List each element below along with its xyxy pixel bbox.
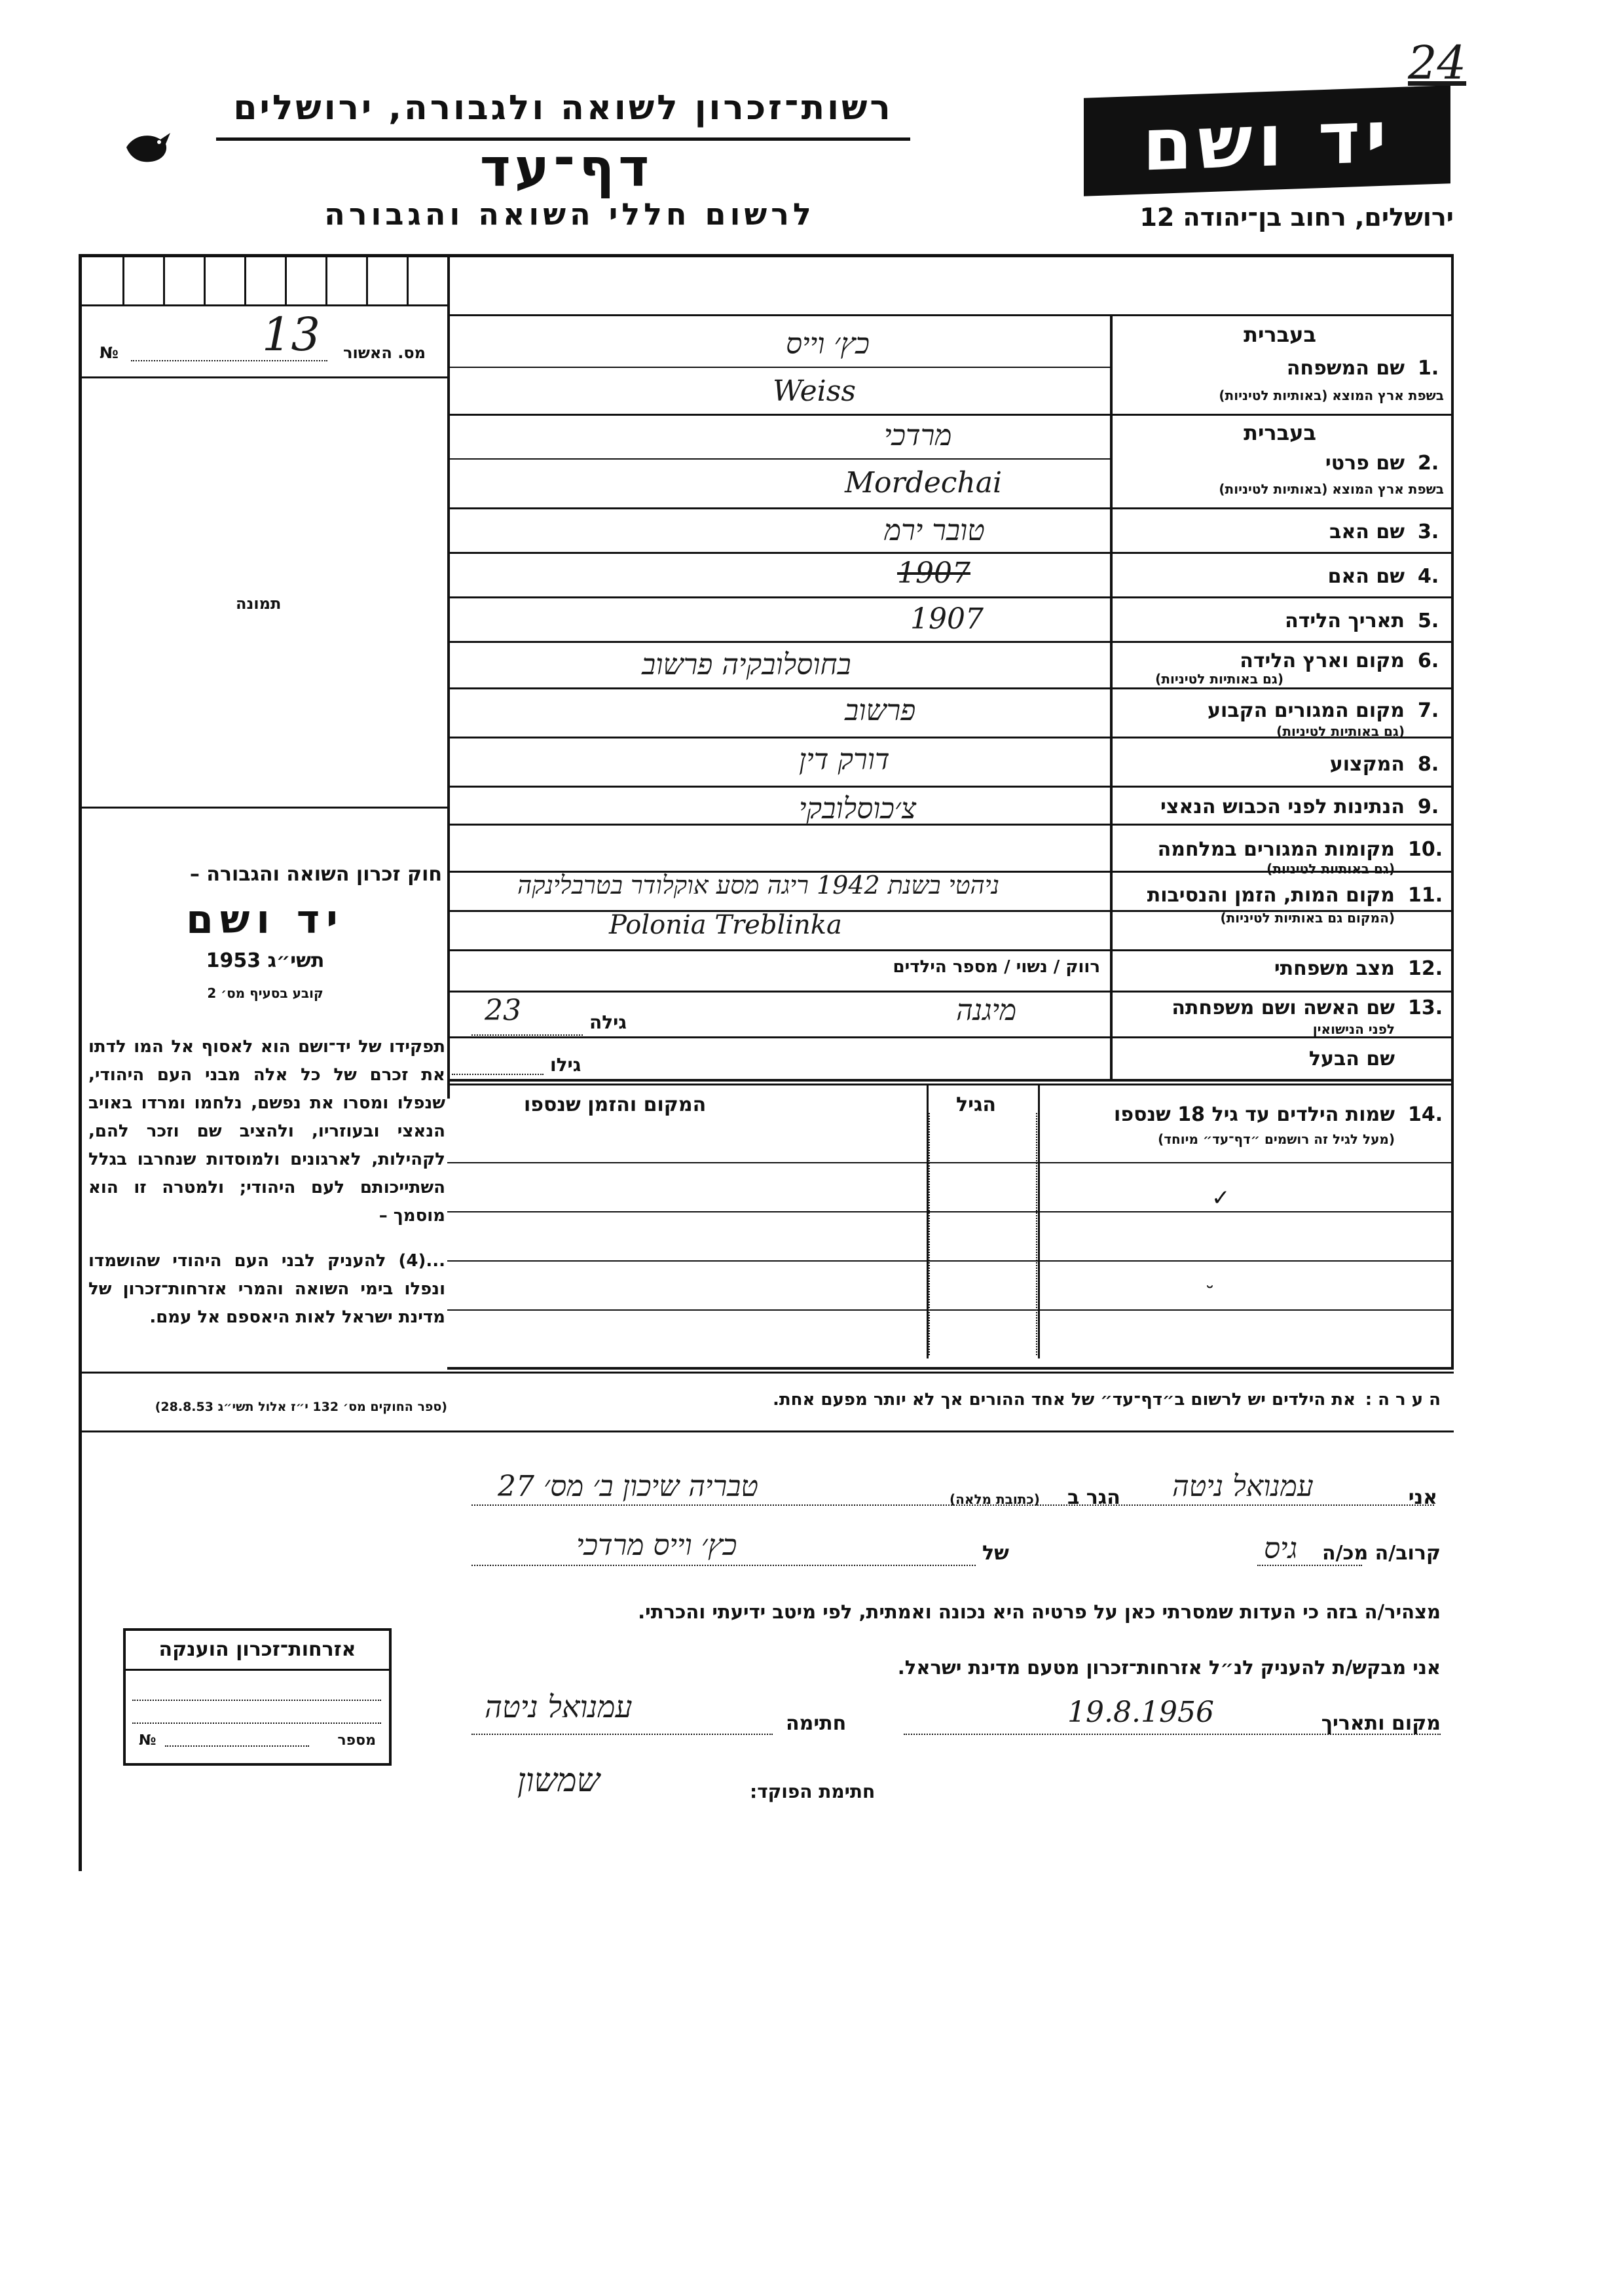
field-1-value-he: כץ׳ וייס — [786, 327, 870, 361]
field-1-number: 1. — [1418, 357, 1439, 380]
field-6-sub: (גם באותיות לטיניות) — [1155, 671, 1283, 687]
field-9-label: הנתינות לפני הכבוש הנאצי — [1160, 795, 1405, 818]
field-13-sub: לפני הנישואין — [1312, 1021, 1395, 1037]
field-7-label: מקום המגורים הקבוע — [1208, 699, 1405, 722]
children-col-place: המקום והזמן שנספו — [524, 1093, 707, 1116]
decl-statement-1: מצהיר/ה בזה כי העדות שמסרתי כאן על פרטיה היא נכונה ואמתית, לפי מיטב ידיעתי והכרתי. — [638, 1601, 1441, 1623]
citizenship-box — [123, 1628, 392, 1766]
field-13-label: שם האשה ושם משפחתה — [1172, 996, 1395, 1019]
hebrew-header-2: בעברית — [1244, 420, 1316, 445]
field-11-number: 11. — [1408, 884, 1443, 907]
law-text-1: תפקידו של יד־ושם הוא לאסוף אל המו לדתו את זכרם של כל אלה מבני העם היהודי, שנפלו ומסרו את נפשם, נלחמו ומרדו באויב הנאצי ובעוזריו, ולהציב שם וזכר להם, לקהילות, לארגונים ולמוסדות שנחרבו בגלל השתייכותם לעם היהודי; ולמטרה זו הוא מוסמך – — [88, 1037, 445, 1226]
field-8-label: המקצוע — [1329, 753, 1405, 776]
yad-vashem-logo — [1084, 85, 1450, 196]
law-title: חוק זכרון השואה והגבורה – — [189, 863, 442, 886]
decl-ani: אני — [1408, 1486, 1437, 1509]
field-2-number: 2. — [1418, 452, 1439, 475]
children-col-age: הגיל — [956, 1093, 996, 1116]
children-sub: (מעל לגיל זה רושמים ״דף־עד״ מיוחד) — [1158, 1131, 1395, 1147]
page-number: 24 — [1408, 36, 1467, 90]
decl-date-value: 19.8.1956 — [1067, 1696, 1214, 1729]
field-7-sub: (גם באותיות לטיניות) — [1276, 723, 1405, 739]
decl-relation-value: גיס — [1264, 1532, 1298, 1565]
field-13-number: 13. — [1408, 996, 1443, 1019]
approval-number-label: מס. האשור — [343, 344, 426, 362]
field-1-value-lat: Weiss — [773, 374, 856, 408]
form-subtitle: לרשום חללי השואה והגבורה — [324, 196, 815, 232]
field-5-number: 5. — [1418, 610, 1439, 632]
field-5-value: 1907 — [910, 602, 984, 636]
field-10-number: 10. — [1408, 838, 1443, 861]
field-1-sub: בשפת ארץ המוצא (באותיות לטיניות) — [1219, 388, 1444, 403]
bird-emblem-icon — [121, 121, 174, 170]
decl-declarant-name: עמנואל ניטה — [1172, 1470, 1314, 1503]
field-11-label: מקום המות, הזמן והנסיבות — [1147, 884, 1395, 907]
field-6-value: בחוסלובקיה פרשוב — [642, 648, 851, 682]
decl-address-hint: (כתובת מלאה) — [950, 1491, 1040, 1507]
children-number: 14. — [1408, 1103, 1443, 1126]
note-label: ה ע ר ה : — [1365, 1390, 1441, 1410]
field-11-value-he: ניהטי בשנת 1942 ריגה מסע אוקלודר בטרבלינקה — [517, 871, 1000, 900]
field-2-value-he: מרדכי — [884, 419, 952, 452]
law-section: קובע בסעיף מס׳ 2 — [207, 985, 323, 1001]
field-9-value: צ׳כוסלובקי — [799, 792, 917, 826]
field-2-value-lat: Mordechai — [845, 466, 1003, 500]
address: ירושלים, רחוב בן־יהודה 12 — [1139, 203, 1454, 232]
law-name: יד ושם — [186, 897, 344, 943]
field-11-sub: (המקום גם באותיות לטיניות) — [1220, 910, 1395, 926]
field-2-label: שם פרטי — [1325, 452, 1405, 475]
field-4-label: שם האם — [1327, 565, 1405, 588]
decl-of-label: של — [982, 1542, 1009, 1565]
approval-number-value: 13 — [262, 308, 321, 361]
field-13-age-label: גילה — [589, 1011, 627, 1033]
decl-signature-value: עמנואל ניטה — [485, 1689, 633, 1724]
husband-age-label: גילו — [550, 1054, 581, 1076]
field-6-label: מקום וארץ הלידה — [1240, 649, 1405, 672]
note-text: את הילדים יש לרשום ב״דף־עד״ של אחד ההורים אך לא יותר מפעם אחת. — [772, 1390, 1356, 1410]
field-10-sub: (גם באותיות לטיניות) — [1266, 861, 1395, 877]
field-2-sub: בשפת ארץ המוצא (באותיות לטיניות) — [1219, 481, 1444, 497]
field-3-number: 3. — [1418, 520, 1439, 543]
decl-of-value: כץ׳ וייס מרדכי — [576, 1529, 737, 1562]
field-8-number: 8. — [1418, 753, 1439, 776]
field-12-options: רווק / נשוי / מספר הילדים — [893, 957, 1100, 977]
law-citation: (ספר החוקים מס׳ 132 י״ז אלול תשי״ג 28.8.53) — [155, 1400, 447, 1414]
field-7-value: פרשוב — [845, 694, 916, 727]
institution-name: רשות־זכרון לשואה ולגבורה, ירושלים — [233, 88, 893, 128]
citizenship-number-mark: № — [139, 1732, 157, 1749]
field-13-age-value: 23 — [485, 994, 521, 1027]
field-3-value: טובר ירמ — [884, 514, 985, 547]
decl-resides-at: הגר ב — [1067, 1486, 1120, 1509]
decl-officer-value: שמשון — [517, 1761, 600, 1799]
citizenship-title: אזרחות־זכרון הוענקה — [126, 1631, 389, 1671]
decl-address-value: טבריה שיכון ב׳ מס׳ 27 — [498, 1470, 758, 1503]
logo-text: יד ושם — [1142, 94, 1392, 187]
citizenship-number-label: מספר — [337, 1732, 376, 1749]
field-1-label: שם המשפחה — [1286, 357, 1405, 380]
field-4-value: 1907 — [897, 556, 970, 590]
field-8-value: דורק דין — [799, 743, 890, 776]
field-6-number: 6. — [1418, 649, 1439, 672]
law-year: תשי״ג 1953 — [206, 949, 325, 972]
form-title: דף־עד — [479, 137, 654, 198]
field-9-number: 9. — [1418, 795, 1439, 818]
field-3-label: שם האב — [1329, 520, 1405, 543]
law-text-2: ...(4) להעניק לבני העם היהודי שהושמדו ונפלו בימי השואה והמרי אזרחות־זכרון של מדינת ישראל לאות היאספם אל עמם. — [88, 1251, 445, 1327]
field-13-value: מיגנה — [956, 994, 1017, 1027]
field-5-label: תאריך הלידה — [1285, 610, 1405, 632]
husband-label: שם הבעל — [1308, 1048, 1395, 1070]
decl-relation-label: קרוב/ה מכ/ה — [1321, 1542, 1441, 1565]
office-code-boxes — [82, 257, 447, 306]
hebrew-header-1: בעברית — [1244, 322, 1316, 347]
decl-place-date-label: מקום ותאריך — [1321, 1712, 1441, 1735]
children-label: שמות הילדים עד גיל 18 שנספו — [1114, 1103, 1395, 1126]
decl-officer-label: חתימת הפוקד: — [750, 1781, 876, 1802]
field-7-number: 7. — [1418, 699, 1439, 722]
approval-number-mark: № — [100, 344, 119, 362]
field-12-number: 12. — [1408, 957, 1443, 980]
decl-signature-label: חתימה — [786, 1712, 847, 1735]
field-11-value-lat: Polonia Treblinka — [609, 910, 842, 940]
field-12-label: מצב משפחתי — [1274, 957, 1395, 980]
decl-statement-2: אני מבקש/ת להעניק לנ״ל אזרחות־זכרון מטעם מדינת ישראל. — [897, 1656, 1441, 1679]
check-mark-1: ✓ — [1211, 1185, 1230, 1211]
field-4-number: 4. — [1418, 565, 1439, 588]
photo-label: תמונה — [236, 594, 282, 613]
field-10-label: מקומות המגורים במלחמה — [1157, 838, 1395, 861]
check-mark-2: ˘ — [1205, 1283, 1215, 1306]
